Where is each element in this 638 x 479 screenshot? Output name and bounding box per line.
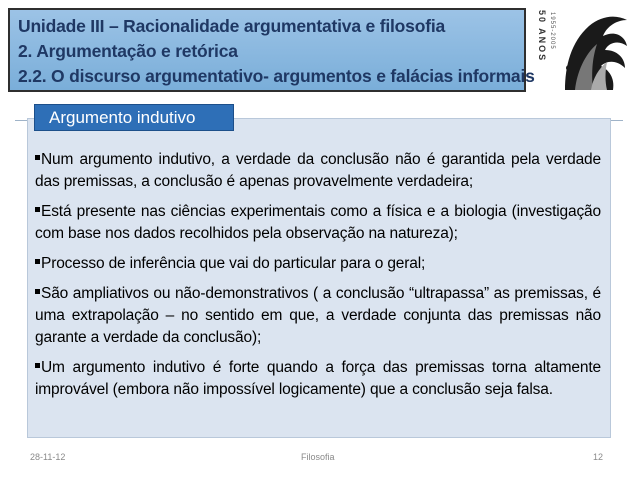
- bullet-item: [35, 201, 601, 245]
- logo-years: 1955-2005: [549, 12, 555, 50]
- footer-subject: Filosofia: [301, 452, 335, 462]
- title-line-3: 2.2. O discurso argumentativo- argumentos e falácias informais: [18, 66, 535, 86]
- bullet-item: [35, 357, 601, 401]
- bullet-item: [35, 253, 601, 275]
- bullet-text: São ampliativos ou não-demonstrativos ( a conclusão “ultrapassa” as premissas, é uma extrapolação – no sentido em que, a verdade conjunta das premissas não garante a verdade da conclusão);: [35, 285, 601, 346]
- bullet-square-icon: [35, 155, 40, 160]
- bullet-item: [35, 283, 601, 349]
- slide-title-box: [8, 8, 535, 92]
- title-line-2: 2. Argumentação e retórica: [18, 41, 238, 61]
- section-label: Argumento indutivo: [34, 104, 234, 131]
- bullet-text: Está presente nas ciências experimentais como a física e a biologia (investigação com base nos dados recolhidos pela observação na natureza);: [35, 203, 601, 242]
- logo-text: 50 ANOS: [537, 10, 547, 63]
- wave-logo-icon: [531, 6, 631, 94]
- page-number: 12: [593, 452, 604, 462]
- bullet-square-icon: [35, 289, 40, 294]
- title-line-1: Unidade III – Racionalidade argumentativa e filosofia: [18, 16, 446, 36]
- bullet-square-icon: [35, 259, 40, 264]
- bullet-list: [35, 149, 601, 409]
- bullet-text: Um argumento indutivo é forte quando a força das premissas torna altamente improvável (embora não impossível logicamente) que a conclusão seja falsa.: [35, 359, 601, 398]
- bullet-text: Processo de inferência que vai do particular para o geral;: [41, 255, 426, 272]
- bullet-square-icon: [35, 207, 40, 212]
- bullet-item: [35, 149, 601, 193]
- anniversary-logo: [531, 6, 631, 94]
- bullet-square-icon: [35, 363, 40, 368]
- footer-date: 28-11-12: [30, 452, 66, 462]
- bullet-text: Num argumento indutivo, a verdade da conclusão não é garantida pela verdade das premissas, a conclusão é apenas provavelmente verdadeira;: [35, 151, 601, 190]
